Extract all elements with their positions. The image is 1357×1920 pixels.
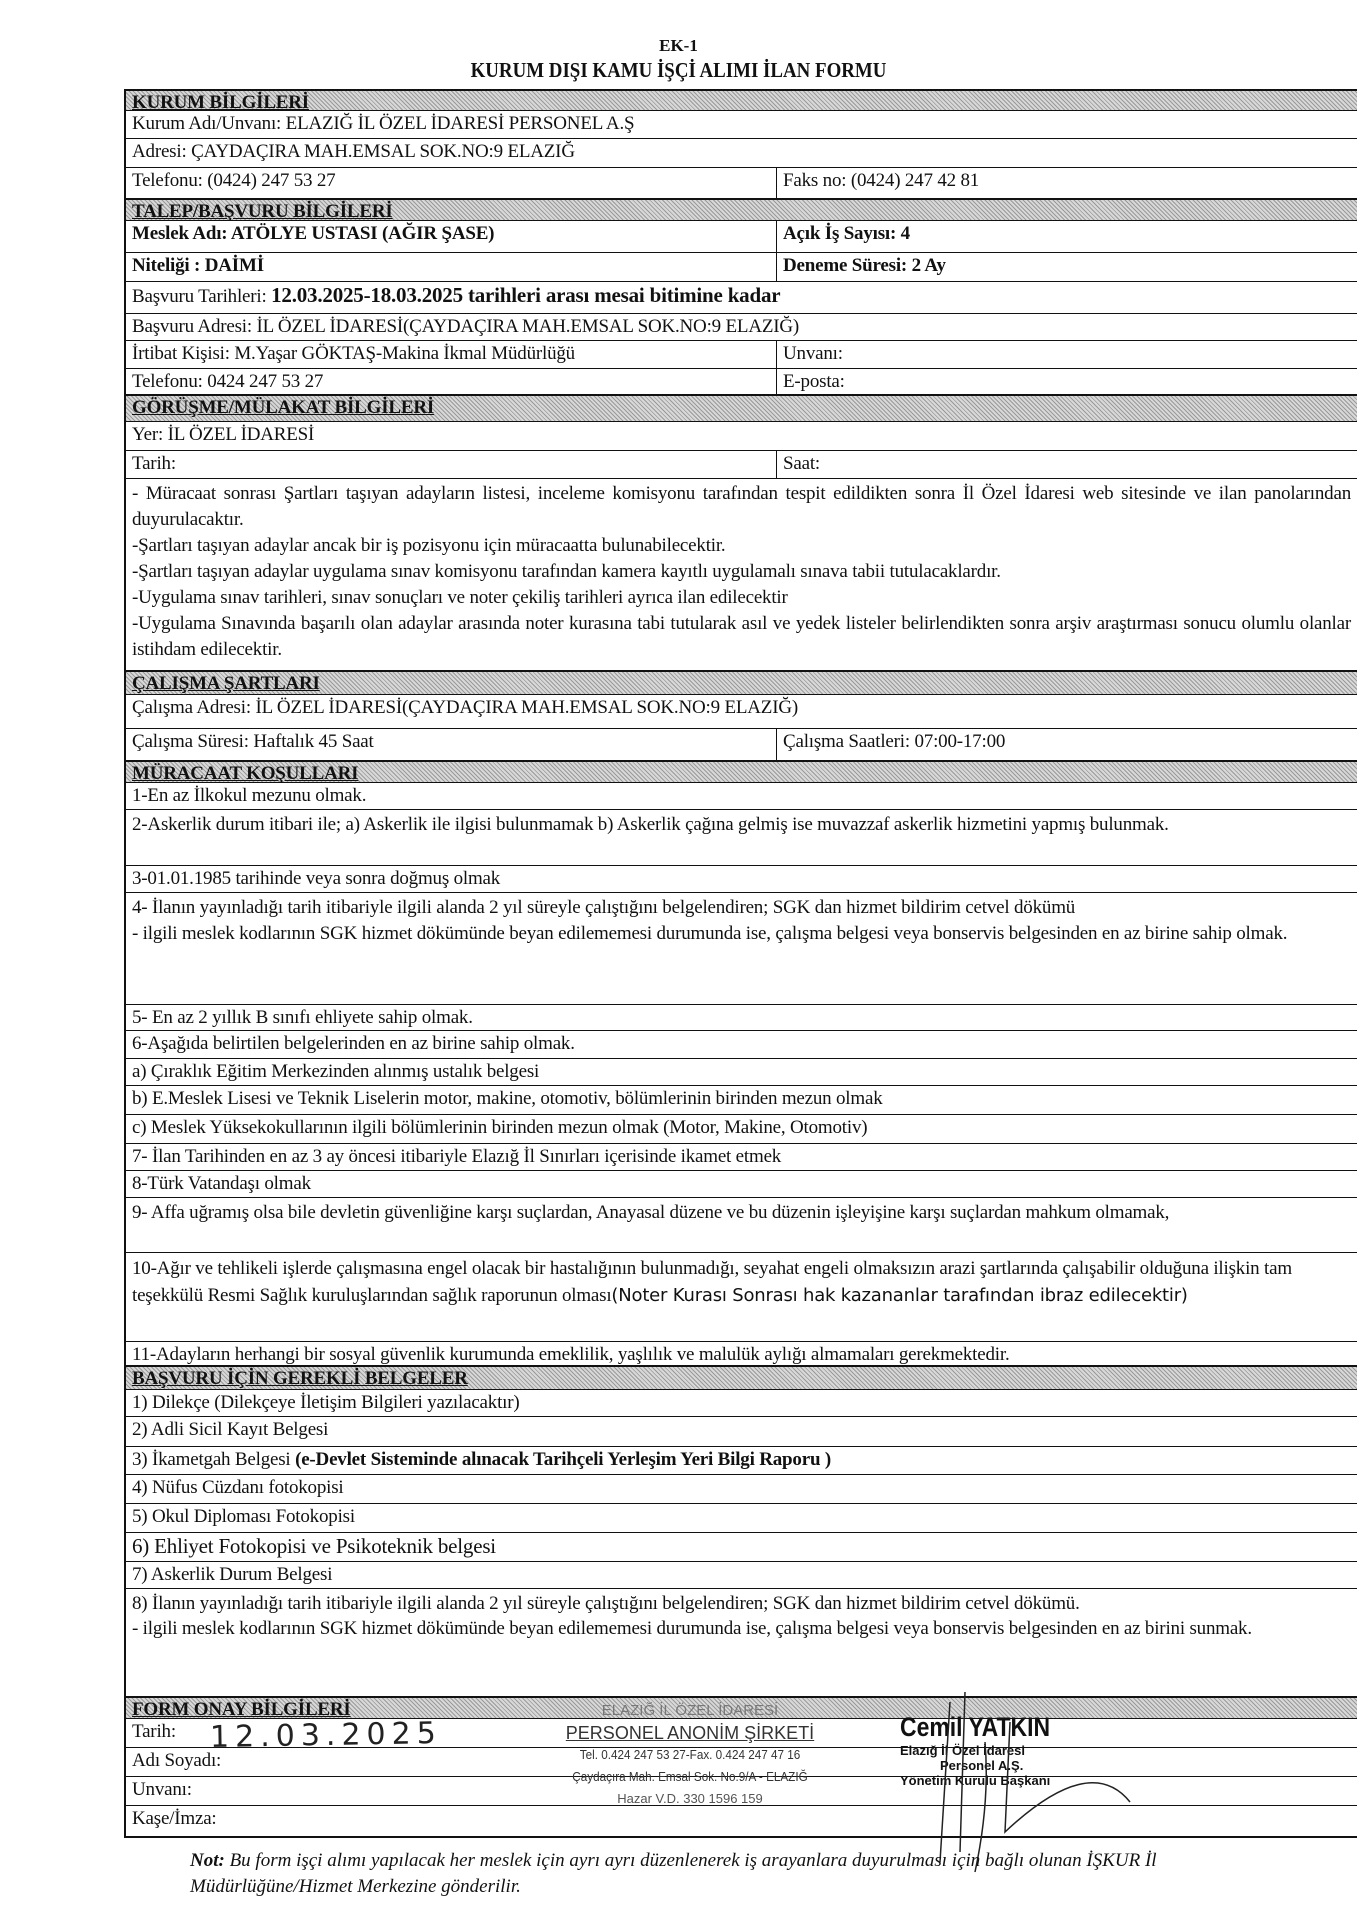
section-header: BAŞVURU İÇİN GEREKLİ BELGELER [132, 1368, 468, 1389]
stamp-line: PERSONEL ANONİM ŞİRKETİ [565, 1723, 815, 1743]
kurum-faks: Faks no: (0424) 247 42 81 [783, 170, 980, 191]
signer-line: Personel A.Ş. [940, 1758, 1024, 1773]
gorusme-tarih: Tarih: [126, 451, 777, 478]
value: 12.03.2025-18.03.2025 tarihleri arası mesai bitimine kadar [271, 283, 781, 307]
section-calisma [126, 670, 1357, 694]
signer-line: Elazığ İl Özel İdaresi [900, 1743, 1025, 1758]
acik-is-sayisi: Açık İş Sayısı: 4 [783, 223, 910, 244]
kosul-item: 11-Adayların herhangi bir sosyal güvenlik kurumunda emeklilik, yaşlılık ve malulük aylığı almamaları gerekmektedir. [132, 1344, 1010, 1365]
kosul-item [126, 893, 1357, 1004]
calisma-adresi: Çalışma Adresi: İL ÖZEL İDARESİ(ÇAYDAÇIRA MAH.EMSAL SOK.NO:9 ELAZIĞ) [132, 697, 798, 718]
stamp-line: Tel. 0.424 247 53 27-Fax. 0.424 247 47 16 [579, 1747, 801, 1762]
signature-stamp [900, 1712, 1160, 1788]
belge-text: - ilgili meslek kodlarının SGK hizmet dökümünde beyan edilememesi durumunda ise, çalışma belgesi veya bonservis belgesinden en az birini sunmak. [132, 1618, 1252, 1639]
section-gorusme [126, 394, 1357, 421]
annex-label: EK-1 [659, 36, 698, 55]
stamp-line: Hazar V.D. 330 1596 159 [617, 1791, 763, 1806]
note: -Şartları taşıyan adaylar ancak bir iş pozisyonu için müracaatta bulunabilecektir. [132, 535, 726, 556]
calisma-suresi: Çalışma Süresi: Haftalık 45 Saat [126, 729, 777, 760]
irtibat-kisisi: İrtibat Kişisi: M.Yaşar GÖKTAŞ-Makina İkmal Müdürlüğü [126, 341, 777, 368]
gorusme-saat: Saat: [783, 453, 820, 474]
kosul-item: 7- İlan Tarihinden en az 3 ay öncesi itibariyle Elazığ İl Sınırları içerisinde ikamet etmek [132, 1146, 782, 1167]
basvuru-tarihleri [126, 282, 1357, 313]
belge-item: 4) Nüfus Cüzdanı fotokopisi [132, 1477, 344, 1498]
kosul-text: 4- İlanın yayınladığı tarih itibariyle ilgili alanda 2 yıl süreyle çalıştığını belgelendiren; SGK dan hizmet bildirim cetvel dökümü [132, 897, 1076, 918]
note: -Şartları taşıyan adaylar uygulama sınav komisyonu tarafından kamera kayıtlı uygulamalı sınava tabii tutulacaklardır. [132, 561, 1001, 582]
kosul-item: 6-Aşağıda belirtilen belgelerinden en az birine sahip olmak. [132, 1033, 575, 1054]
belge-item [126, 1447, 1357, 1474]
kosul-text-emphasis: (Noter Kurası Sonrası hak kazananlar tarafından ibraz edilecektir) [611, 1285, 1188, 1306]
gorusme-notes [126, 479, 1357, 670]
section-belgeler [126, 1365, 1357, 1389]
meslek-adi: Meslek Adı: ATÖLYE USTASI (AĞIR ŞASE) [126, 221, 777, 252]
note-label: Not: [190, 1850, 225, 1871]
section-kurum [126, 89, 1357, 110]
signer-line: Yönetim Kurulu Başkanı [900, 1773, 1051, 1788]
kosul-item: a) Çıraklık Eğitim Merkezinden alınmış ustalık belgesi [132, 1061, 540, 1082]
basvuru-adresi: Başvuru Adresi: İL ÖZEL İDARESİ(ÇAYDAÇIRA MAH.EMSAL SOK.NO:9 ELAZIĞ) [132, 316, 800, 337]
belge-item: 2) Adli Sicil Kayıt Belgesi [132, 1419, 329, 1440]
footer-note [190, 1848, 1290, 1900]
onay-unvani: Unvanı: [132, 1779, 192, 1800]
kosul-item [126, 1253, 1357, 1341]
talep-telefon: Telefonu: 0424 247 53 27 [126, 369, 777, 394]
belge-text-bold: (e-Devlet Sisteminde alınacak Tarihçeli Yerleşim Yeri Bilgi Raporu ) [295, 1449, 831, 1470]
note: -Uygulama Sınavında başarılı olan adaylar arasında noter kurasına tabi tutularak asıl ve yedek listeler belirlendikten sonra arşiv araştırması sonucu olumlu olanlar istihdam edilecektir. [132, 613, 1351, 660]
kurum-adi: Kurum Adı/Unvanı: ELAZIĞ İL ÖZEL İDARESİ PERSONEL A.Ş [132, 113, 635, 134]
onay-adi-soyadi: Adı Soyadı: [132, 1750, 222, 1771]
stamp-line: Çaydaçıra Mah. Emsal Sok. No.9/A - ELAZIĞ [572, 1769, 808, 1784]
kosul-item: 2-Askerlik durum itibari ile; a) Askerlik ile ilgisi bulunmamak b) Askerlik çağına gelmiş ise muvazzaf askerlik hizmetini yapmış bulunmak. [132, 814, 1169, 835]
section-header: KURUM BİLGİLERİ [132, 92, 309, 110]
kosul-item: 5- En az 2 yıllık B sınıfı ehliyete sahip olmak. [132, 1007, 473, 1028]
section-header: MÜRACAAT KOŞULLARI [132, 763, 359, 782]
kosul-item: b) E.Meslek Lisesi ve Teknik Liselerin motor, makine, otomotiv, bölümlerinin birinden mezun olmak [132, 1088, 883, 1109]
note-text: Bu form işçi alımı yapılacak her meslek için ayrı ayrı düzenlenerek iş arayanlara duyurulması için bağlı olunan İŞKUR İl Müdürlüğüne/Hizmet Merkezine gönderilir. [190, 1850, 1157, 1897]
belge-item [126, 1589, 1357, 1696]
handwritten-date: 12.03.2025 [209, 1715, 443, 1756]
niteligi: Niteliği : DAİMİ [126, 253, 777, 281]
stamp-line: ELAZIĞ İL ÖZEL İDARESİ [601, 1702, 779, 1719]
section-header: ÇALIŞMA ŞARTLARI [132, 673, 320, 694]
onay-tarih: Tarih: [132, 1721, 176, 1742]
kurum-adres: Adresi: ÇAYDAÇIRA MAH.EMSAL SOK.NO:9 ELAZIĞ [132, 141, 575, 162]
belge-text: 8) İlanın yayınladığı tarih itibariyle ilgili alanda 2 yıl süreyle çalıştığını belgelendiren; SGK dan hizmet bildirim cetvel dökümü. [132, 1593, 1080, 1614]
page-title: KURUM DIŞI KAMU İŞÇİ ALIMI İLAN FORMU [470, 58, 887, 82]
kosul-item: 1-En az İlkokul mezunu olmak. [132, 785, 367, 806]
belge-item: 6) Ehliyet Fotokopisi ve Psikoteknik belgesi [132, 1534, 496, 1558]
e-posta: E-posta: [783, 371, 845, 392]
section-header: TALEP/BAŞVURU BİLGİLERİ [132, 201, 393, 220]
announcement-form [124, 89, 1357, 1838]
company-stamp [520, 1700, 860, 1810]
kosul-item: 3-01.01.1985 tarihinde veya sonra doğmuş olmak [132, 868, 501, 889]
belge-item: 5) Okul Diploması Fotokopisi [132, 1506, 355, 1527]
signer-name: Cemil YATKIN [900, 1712, 1051, 1742]
note: -Uygulama sınav tarihleri, sınav sonuçları ve noter çekiliş tarihleri ayrıca ilan edilecektir [132, 587, 788, 608]
section-header: GÖRÜŞME/MÜLAKAT BİLGİLERİ [132, 397, 435, 418]
kosul-item: 8-Türk Vatandaşı olmak [132, 1173, 311, 1194]
kurum-telefon: Telefonu: (0424) 247 53 27 [126, 168, 777, 198]
kosul-text: 10-Ağır ve tehlikeli işlerde çalışmasına engel olacak bir hastalığının bulunmadığı, seyahat engeli olmaksızın arazi şartlarında çalışabilir olduğuna ilişkin tam teşekkülü Resmi Sağlık kuruluşlarından sağlık raporunun olması [132, 1258, 1292, 1306]
unvani: Unvanı: [783, 343, 843, 364]
kosul-item: 9- Affa uğramış olsa bile devletin güvenliğine karşı suçlardan, Anayasal düzene ve bu düzenin işleyişine karşı suçlardan mahkum olmamak, [132, 1202, 1170, 1223]
kosul-item: c) Meslek Yüksekokullarının ilgili bölümlerinin birinden mezun olmak (Motor, Makine, Otomotiv) [132, 1117, 868, 1138]
gorusme-yer: Yer: İL ÖZEL İDARESİ [132, 424, 315, 445]
calisma-saatleri: Çalışma Saatleri: 07:00-17:00 [783, 731, 1006, 752]
belge-item: 1) Dilekçe (Dilekçeye İletişim Bilgileri yazılacaktır) [132, 1392, 520, 1413]
label: Başvuru Tarihleri: [132, 286, 272, 307]
belge-item: 7) Askerlik Durum Belgesi [132, 1564, 333, 1585]
deneme-suresi: Deneme Süresi: 2 Ay [783, 255, 946, 276]
section-header: FORM ONAY BİLGİLERİ [132, 1699, 351, 1718]
kosul-text: - ilgili meslek kodlarının SGK hizmet dökümünde beyan edilememesi durumunda ise, çalışma belgesi veya bonservis belgesinden en az birine sahip olmak. [132, 923, 1288, 944]
belge-text: 3) İkametgah Belgesi [132, 1449, 296, 1470]
onay-kase-imza: Kaşe/İmza: [132, 1808, 217, 1829]
section-muracaat [126, 760, 1357, 782]
section-talep [126, 198, 1357, 220]
note: - Müracaat sonrası Şartları taşıyan adayların listesi, inceleme komisyonu tarafından tespit edildikten sonra İl Özel İdaresi web sitesinde ve ilan panolarından duyurulacaktır. [132, 483, 1351, 530]
